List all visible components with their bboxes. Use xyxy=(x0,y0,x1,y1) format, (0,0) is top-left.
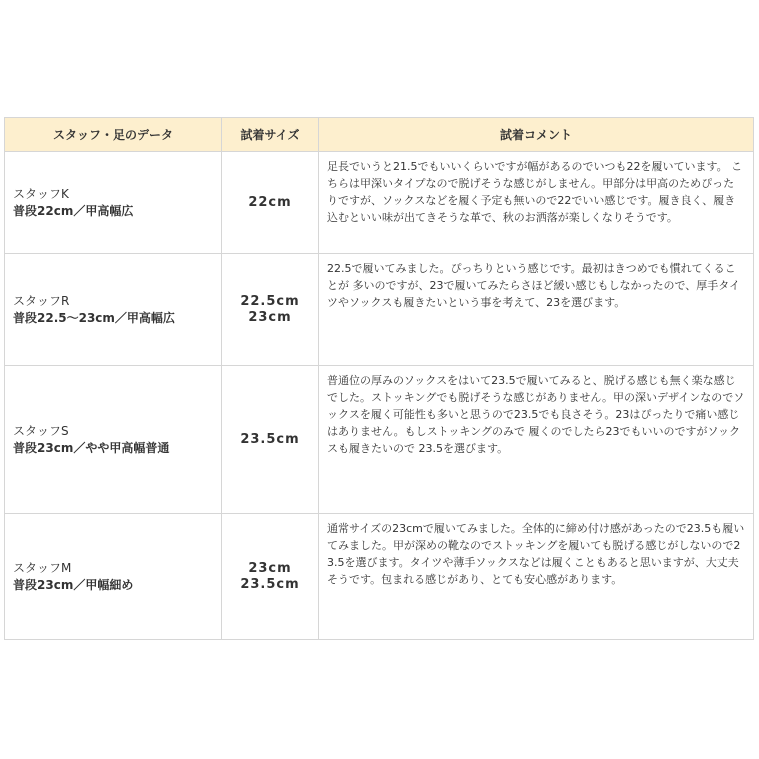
header-size: 試着サイズ xyxy=(222,118,319,152)
foot-data: 普段23cm／やや甲高幅普通 xyxy=(13,440,170,455)
staff-name: スタッフK xyxy=(13,186,69,201)
header-staff: スタッフ・足のデータ xyxy=(5,118,222,152)
size-cell xyxy=(222,366,319,514)
size-cell xyxy=(222,254,319,366)
comment-text: 足長でいうと21.5でもいいくらいですが幅があるのでいつも22を履いています。 こちらは甲深いタイプなので脱げそうな感じがしません。甲部分は甲高のためぴったりですが、ソックスなどを履く予定も無いので22でいい感じです。履き良く、履き込むといい味が出てきそうな革で、秋のお洒落が楽しくなりそうです。 xyxy=(327,160,743,224)
try-on-size: 23cm xyxy=(248,560,292,576)
try-on-size: 22cm xyxy=(248,194,292,210)
staff-cell xyxy=(5,254,222,366)
try-on-size: 23.5cm xyxy=(240,431,300,447)
size-cell xyxy=(222,514,319,640)
staff-name: スタッフR xyxy=(13,293,70,308)
foot-data: 普段22cm／甲高幅広 xyxy=(13,203,134,218)
staff-name: スタッフM xyxy=(13,560,72,575)
try-on-size: 23cm xyxy=(248,309,292,325)
size-cell xyxy=(222,152,319,254)
table-row-staff-r xyxy=(5,254,754,366)
table-row-staff-m xyxy=(5,514,754,640)
header-row xyxy=(5,118,754,152)
fitting-table xyxy=(4,117,754,640)
foot-data: 普段22.5～23cm／甲高幅広 xyxy=(13,310,175,325)
comment-cell xyxy=(319,366,754,514)
try-on-size: 23.5cm xyxy=(240,576,300,592)
comment-cell xyxy=(319,514,754,640)
staff-cell xyxy=(5,152,222,254)
header-comment: 試着コメント xyxy=(319,118,754,152)
foot-data: 普段23cm／甲幅細め xyxy=(13,577,134,592)
staff-cell xyxy=(5,514,222,640)
try-on-size: 22.5cm xyxy=(240,293,300,309)
table-row-staff-s xyxy=(5,366,754,514)
comment-cell xyxy=(319,152,754,254)
comment-text: 22.5で履いてみました。ぴっちりという感じです。最初はきつめでも慣れてくることが 多いのですが、23で履いてみたらさほど緩い感じもしなかったので、厚手タイツやソックスも履きたいという事を考えて、23を選びます。 xyxy=(327,262,741,309)
staff-name: スタッフS xyxy=(13,423,69,438)
table-row-staff-k xyxy=(5,152,754,254)
comment-cell xyxy=(319,254,754,366)
comment-text: 普通位の厚みのソックスをはいて23.5で履いてみると、脱げる感じも無く楽な感じでした。ストッキングでも脱げそうな感じがありません。甲の深いデザインなのでソックスを履く可能性も多いと思うので23.5でも良さそう。23はぴったりで痛い感じはありません。もしストッキングのみで 履くのでしたら23でもいいのですがソックスも履きたいので 23.5を選びます。 xyxy=(327,374,745,455)
comment-text: 通常サイズの23cmで履いてみました。全体的に締め付け感があったので23.5も履いてみました。甲が深めの靴なのでストッキングを履いても脱げる感じがしないので23.5を選びます。タイツや薄手ソックスなどは履くこともあると思いますが、大丈夫そうです。包まれる感じがあり、とても安心感があります。 xyxy=(327,522,745,586)
staff-cell xyxy=(5,366,222,514)
